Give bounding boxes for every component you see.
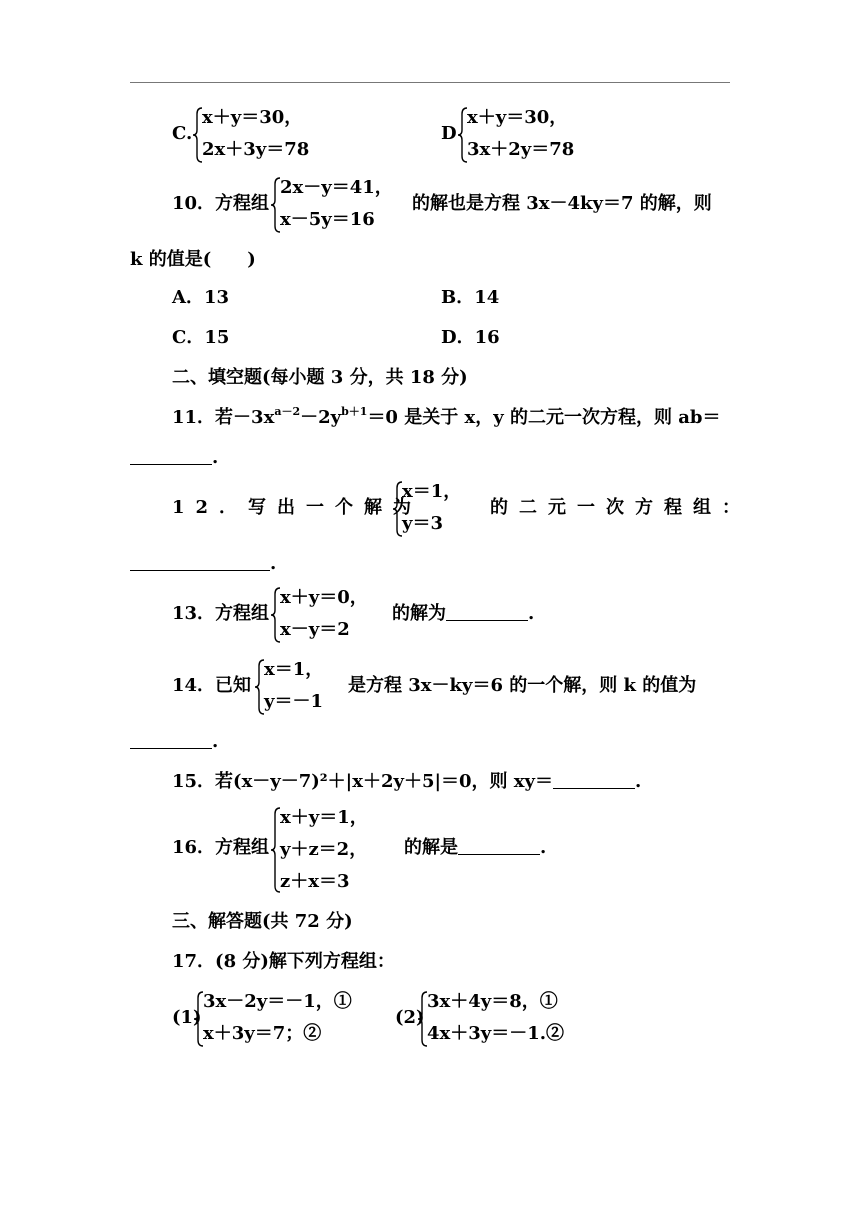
q16-answer-blank[interactable] bbox=[458, 836, 540, 855]
q10-eq1: 2x－y＝41， bbox=[280, 177, 393, 198]
q16-prefix: 16．方程组 bbox=[172, 837, 270, 858]
q12-system bbox=[392, 480, 472, 538]
q10-number: 10．方程组 bbox=[172, 193, 270, 214]
header-rule bbox=[130, 82, 730, 83]
q17-part2-label: (2) bbox=[395, 1007, 425, 1028]
q16-text: 的解是 . bbox=[404, 837, 547, 858]
q15-answer-blank[interactable] bbox=[553, 770, 635, 789]
q12-answer-line: . bbox=[130, 552, 276, 576]
q9-option-d-system bbox=[457, 106, 587, 164]
q9-option-c-system bbox=[192, 106, 322, 164]
q13-system bbox=[270, 586, 380, 644]
section-fill-in-title: 二、填空题(每小题 3 分，共 18 分) bbox=[172, 367, 468, 388]
q17-p1-eq2: x＋3y＝7；② bbox=[203, 1023, 322, 1044]
q10-option-b: B．14 bbox=[441, 287, 500, 308]
q14-eq2: y＝－1 bbox=[264, 691, 323, 712]
q12-eq1: x＝1， bbox=[402, 481, 462, 502]
q17-p1-eq1: 3x－2y＝－1，① bbox=[203, 991, 352, 1012]
q10-text: 的解也是方程 3x－4ky＝7 的解，则 bbox=[412, 193, 712, 214]
q9-d-eq1: x＋y＝30， bbox=[467, 107, 568, 128]
section-solve-title: 三、解答题(共 72 分) bbox=[172, 911, 353, 932]
q14-system bbox=[254, 658, 344, 716]
q9-option-d-label: D bbox=[441, 123, 457, 144]
q14-text: 是方程 3x－ky＝6 的一个解，则 k 的值为 bbox=[348, 675, 697, 696]
q14-eq1: x＝1， bbox=[264, 659, 324, 680]
q11-answer-blank[interactable] bbox=[130, 446, 212, 465]
q17-part1-label: (1) bbox=[172, 1007, 202, 1028]
q10-eq2: x－5y＝16 bbox=[280, 209, 375, 230]
q12-eq2: y＝3 bbox=[402, 513, 443, 534]
q9-c-eq2: 2x＋3y＝78 bbox=[202, 139, 310, 160]
q10-system bbox=[270, 176, 393, 234]
q17-p2-eq1: 3x＋4y＝8，① bbox=[427, 991, 558, 1012]
q13-answer-blank[interactable] bbox=[446, 602, 528, 621]
q11-text: 11．若$-3x^{a-2}-2y^{b+1}=0$ 是关于 x，y 的二元一次方程，则 ab＝ bbox=[172, 405, 721, 428]
q16-eq3: z＋x＝3 bbox=[280, 871, 350, 892]
q9-c-eq1: x＋y＝30， bbox=[202, 107, 303, 128]
q13-eq1: x＋y＝0， bbox=[280, 587, 368, 608]
q12-answer-blank[interactable] bbox=[130, 552, 270, 571]
q14-answer-blank[interactable] bbox=[130, 730, 212, 749]
q11-answer-line: . bbox=[130, 446, 218, 470]
q17-text: 17．(8 分)解下列方程组： bbox=[172, 951, 395, 972]
q13-eq2: x－y＝2 bbox=[280, 619, 350, 640]
q14-answer-line: . bbox=[130, 730, 218, 754]
q10-option-d: D．16 bbox=[441, 327, 500, 348]
q9-d-eq2: 3x＋2y＝78 bbox=[467, 139, 575, 160]
q17-part2-system bbox=[417, 990, 587, 1048]
q13-text: 的解为 . bbox=[392, 603, 535, 624]
q14-prefix: 14．已知 bbox=[172, 675, 252, 696]
q10-option-a: A．13 bbox=[172, 287, 230, 308]
q16-system bbox=[270, 806, 380, 894]
q12-text: 的二元一次方程组： bbox=[490, 497, 751, 518]
q10-option-c: C．15 bbox=[172, 327, 230, 348]
q17-part1-system bbox=[193, 990, 363, 1048]
q17-p2-eq2: 4x＋3y＝－1.② bbox=[427, 1023, 565, 1044]
q12-prefix: 12．写出一个解为 bbox=[172, 497, 423, 518]
q16-eq2: y＋z＝2， bbox=[280, 839, 368, 860]
q15-text: 15．若(x－y－7)²＋|x＋2y＋5|＝0，则 xy＝ . bbox=[172, 771, 642, 792]
q13-prefix: 13．方程组 bbox=[172, 603, 270, 624]
q10-text-line2: k 的值是( ) bbox=[130, 249, 256, 270]
q9-option-c-label: C. bbox=[172, 123, 193, 144]
q16-eq1: x＋y＝1， bbox=[280, 807, 368, 828]
